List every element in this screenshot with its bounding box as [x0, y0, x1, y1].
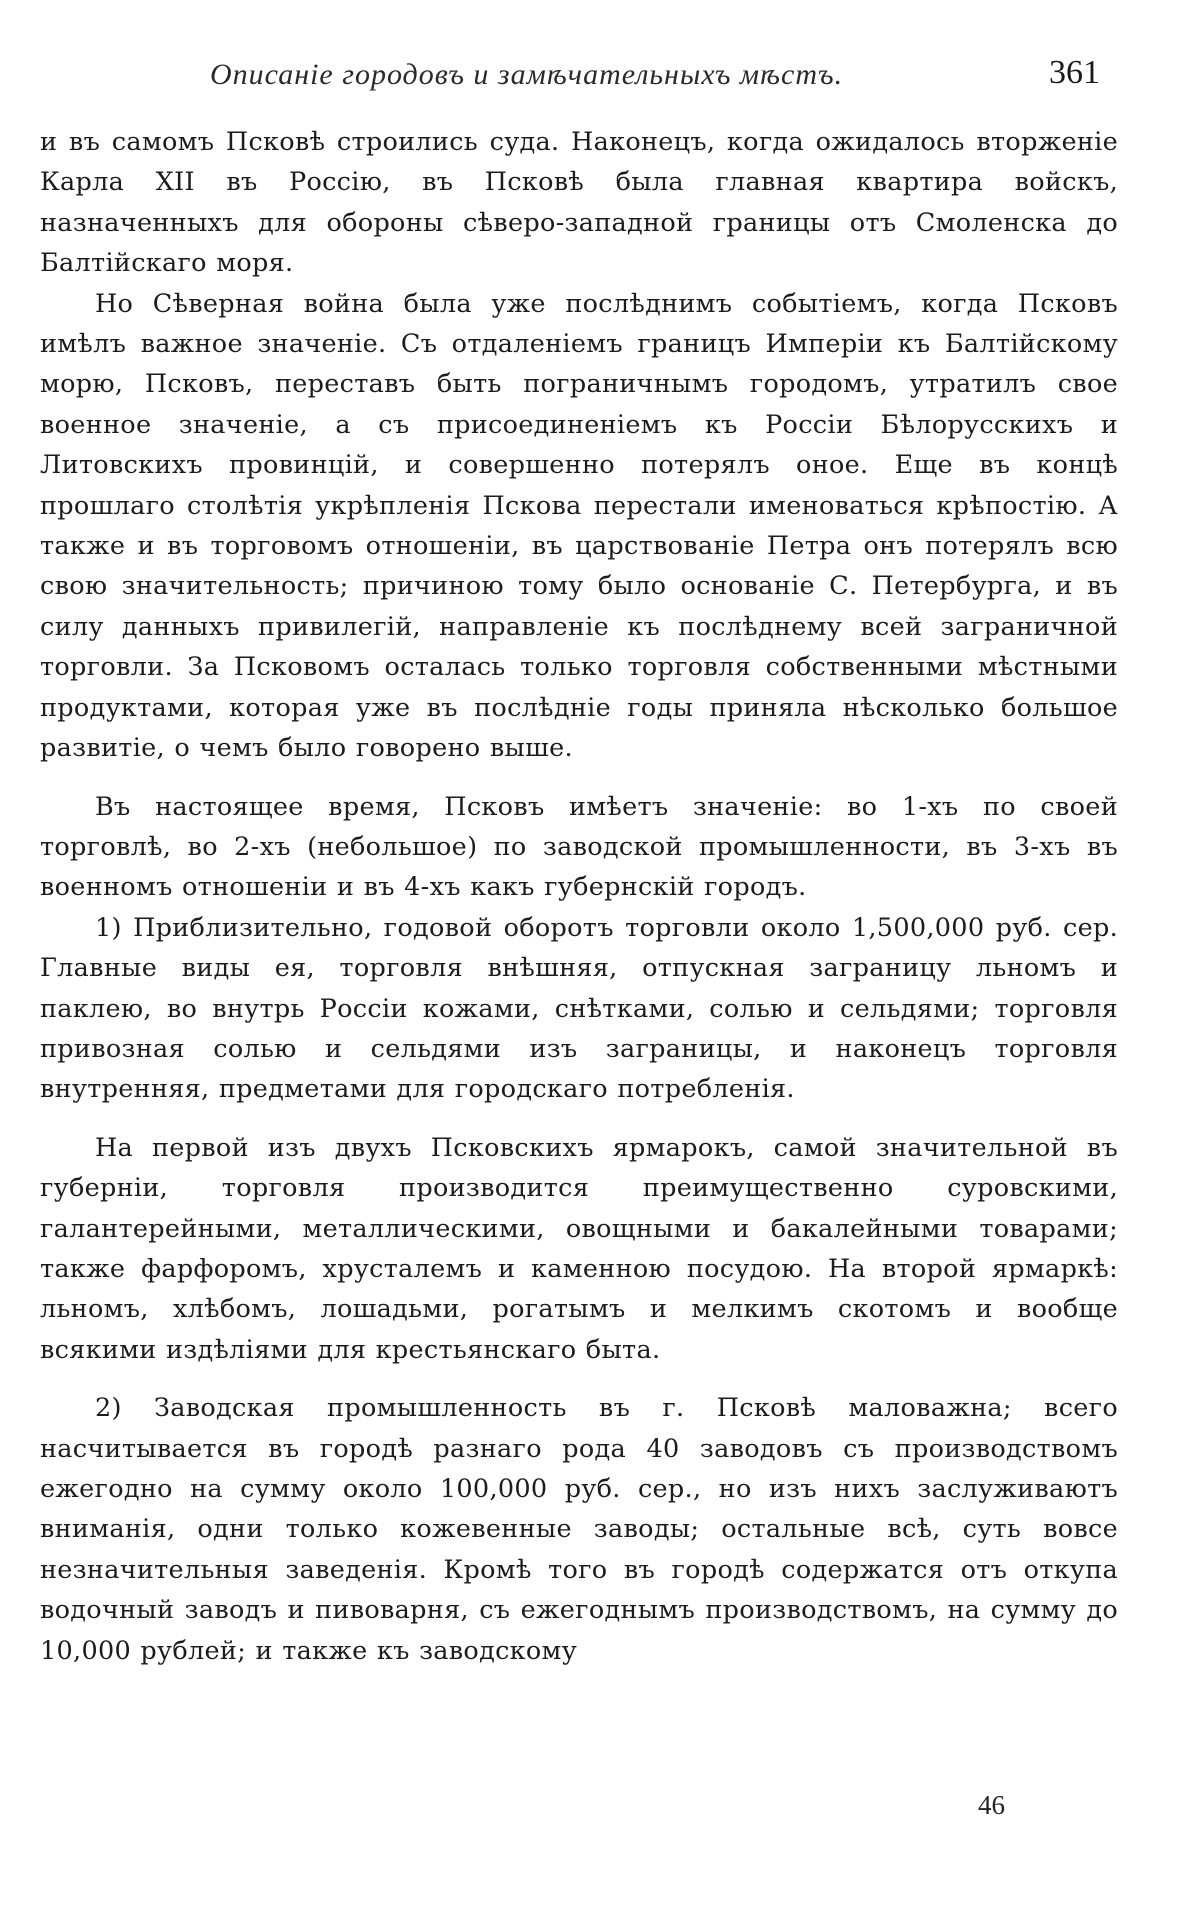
paragraph-fairs: На первой изъ двухъ Псковскихъ ярмарокъ, самой значительной въ губерніи, торговля производится преимущественно суровскими, галантерейными, металлическими, овощными и бакалейными товарами; также фарфоромъ, хрусталемъ и каменною посудою. На второй ярмаркѣ: льномъ, хлѣбомъ, лошадьми, рогатымъ и мелкимъ скотомъ и вообще всякими издѣліями для крестьянскаго быта. — [40, 1132, 1118, 1365]
paragraph-northern-war: Но Сѣверная война была уже послѣднимъ событіемъ, когда Псковъ имѣлъ важное значеніе. Съ отдаленіемъ границъ Имперіи къ Балтійскому морю, Псковъ, переставъ быть пограничнымъ городомъ, утратилъ свое военное значеніе, а съ присоединеніемъ къ Россіи Бѣлорусскихъ и Литовскихъ провинцій, и совершенно потерялъ оное. Еще въ концѣ прошлаго столѣтія укрѣпленія Пскова перестали именоваться крѣпостію. А также и въ торговомъ отношеніи, въ царствованіе Петра онъ потерялъ всю свою значительность; причиною тому было основаніе С. Петербурга, и въ силу данныхъ привилегій, направленіе къ послѣднему всей заграничной торговли. За Псковомъ осталась только торговля собственными мѣстными продуктами, которая уже въ послѣдніе годы приняла нѣсколько большое развитіе, о чемъ было говорено выше. — [40, 288, 1118, 764]
page-number: 361 — [1049, 54, 1100, 91]
paragraph-industry: 2) Заводская промышленность въ г. Псковѣ маловажна; всего насчитывается въ городѣ разнаго рода 40 заводовъ съ производствомъ ежегодно на сумму около 100,000 руб. сер., но изъ нихъ заслуживаютъ вниманія, одни только кожевенные заводы; остальные всѣ, суть вовсе незначительныя заведенія. Кромѣ того въ городѣ содержатся отъ откупа водочный заводъ и пивоварня, съ ежегоднымъ производствомъ, на сумму до 10,000 рублей; и также къ заводскому — [40, 1393, 1118, 1666]
running-title: Описаніе городовъ и замѣчательныхъ мѣстъ. — [210, 58, 844, 91]
paragraph-trade: 1) Приблизительно, годовой оборотъ торговли около 1,500,000 руб. сер. Главные виды ея, торговля внѣшняя, отпускная заграницу льномъ и паклею, во внутрь Россіи кожами, снѣтками, солью и сельдями; торговля привозная солью и сельдями изъ заграницы, и наконецъ торговля внутренняя, предметами для городскаго потребленія. — [40, 912, 1118, 1105]
paragraph-present-significance: Въ настоящее время, Псковъ имѣетъ значеніе: во 1-хъ по своей торговлѣ, во 2-хъ (небольшое) по заводской промышленности, въ 3-хъ въ военномъ отношеніи и въ 4-хъ какъ губернскій городъ. — [40, 791, 1118, 903]
paragraph-continuation: и въ самомъ Псковѣ строились суда. Наконецъ, когда ожидалось вторженіе Карла XII въ Россію, въ Псковѣ была главная квартира войскъ, назначенныхъ для обороны сѣверо-западной границы отъ Смоленска до Балтійскаго моря. — [40, 127, 1118, 279]
page-header — [40, 52, 1120, 102]
body-text — [40, 122, 1118, 1671]
signature-mark: 46 — [978, 1790, 1005, 1820]
